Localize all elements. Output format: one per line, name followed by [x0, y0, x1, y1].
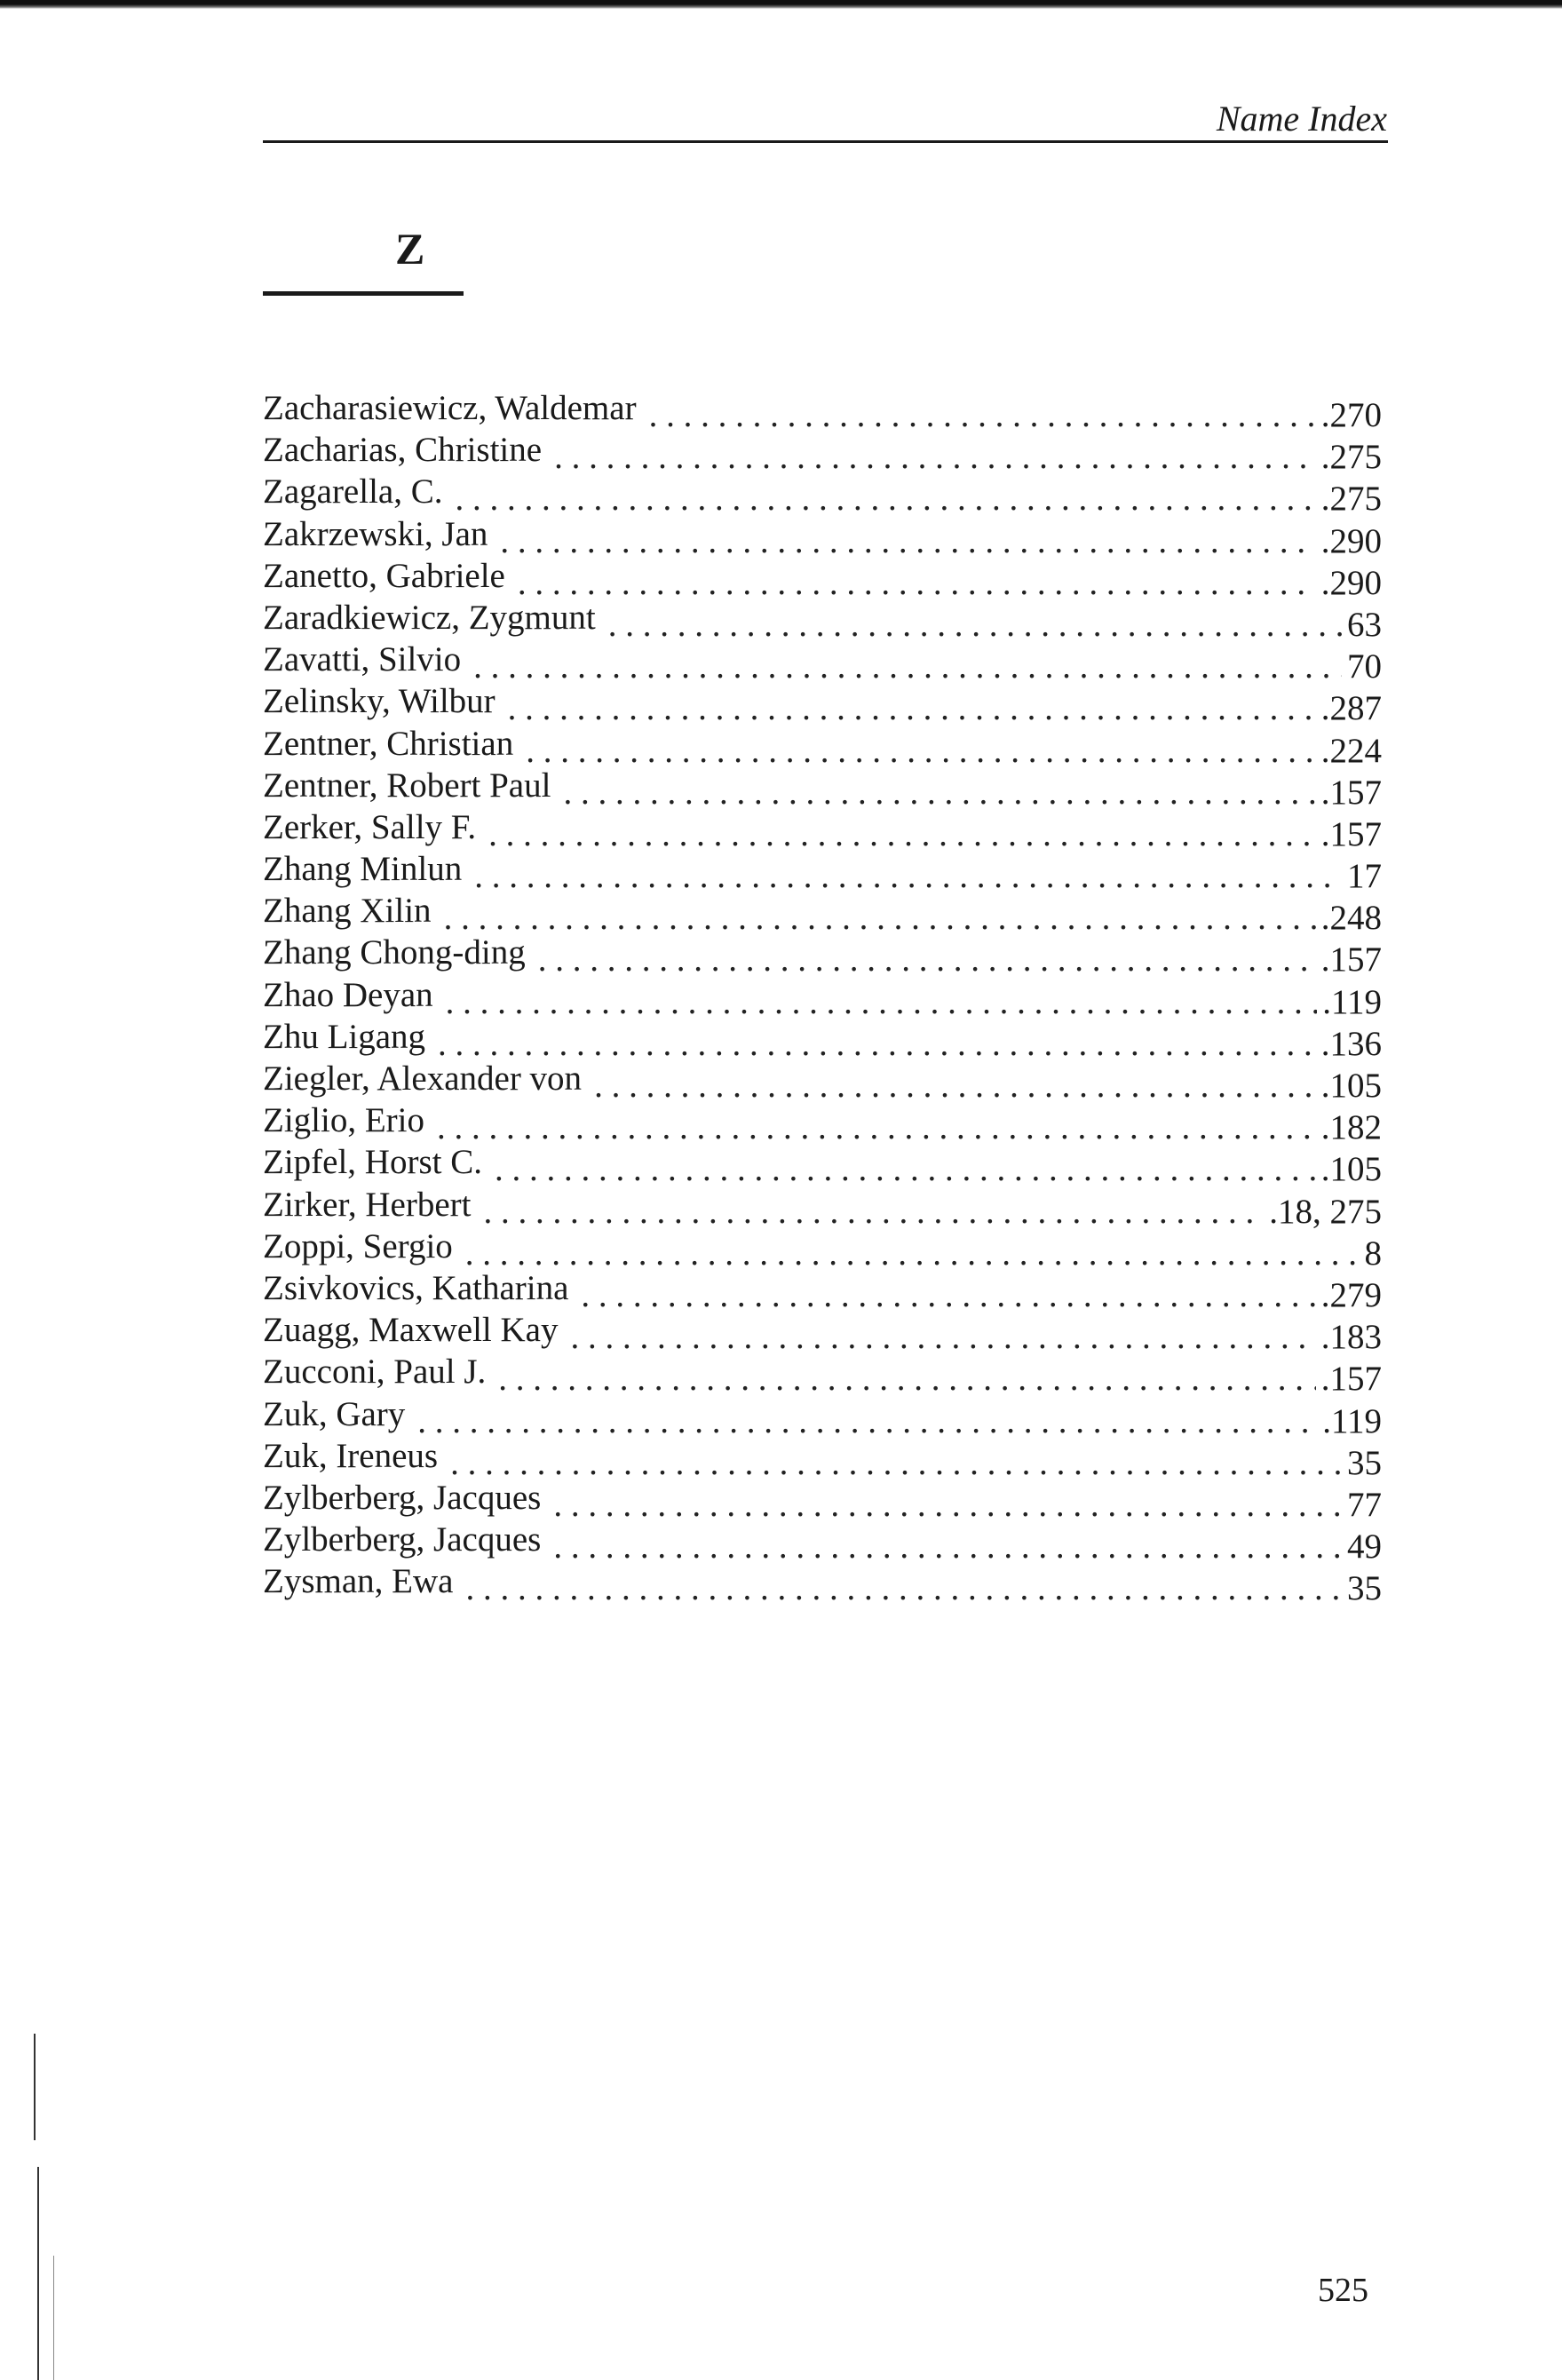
dot-leader: [500, 520, 1315, 562]
section-rule: [263, 291, 464, 296]
entry-name: Zucconi, Paul J.: [263, 1353, 487, 1392]
entry-pages: 35: [1347, 1569, 1382, 1608]
dot-leader: [444, 897, 1316, 939]
entry-pages: .157: [1320, 773, 1382, 812]
dot-leader: [553, 1526, 1342, 1567]
entry-name: Zhang Chong-ding: [263, 933, 526, 972]
dot-leader: [571, 1316, 1316, 1358]
entry-pages: .157: [1320, 940, 1382, 980]
index-entry: [263, 1184, 1382, 1231]
entry-name: Zhao Deyan: [263, 975, 433, 1014]
entry-name: Ziegler, Alexander von: [263, 1059, 583, 1098]
index-entry: [263, 639, 1382, 686]
entry-name: Zhu Ligang: [263, 1017, 426, 1056]
entry-name: Zylberberg, Jacques: [263, 1520, 542, 1559]
index-entry: [263, 765, 1382, 812]
entry-pages: 49: [1347, 1527, 1382, 1567]
index-entry: [263, 1560, 1382, 1608]
scan-margin-mark: [37, 2167, 39, 2380]
dot-leader: [473, 646, 1342, 687]
entry-pages: .270: [1320, 396, 1382, 434]
dot-leader: [649, 394, 1316, 436]
dot-leader: [554, 436, 1316, 478]
entry-pages: 35: [1347, 1443, 1382, 1482]
dot-leader: [465, 1567, 1342, 1609]
entry-pages: 17: [1347, 857, 1382, 896]
entry-pages: 70: [1347, 647, 1382, 686]
entry-pages: .119: [1322, 982, 1382, 1021]
entry-name: Zsivkovics, Katharina: [263, 1268, 569, 1307]
dot-leader: [526, 730, 1316, 772]
entry-name: Zysman, Ewa: [263, 1562, 454, 1601]
page-number: 525: [1318, 2272, 1368, 2309]
dot-leader: [581, 1274, 1315, 1316]
entry-name: Zelinsky, Wilbur: [263, 682, 496, 721]
entry-name: Zavatti, Silvio: [263, 640, 462, 679]
dot-leader: [474, 855, 1342, 897]
dot-leader: [417, 1400, 1317, 1442]
index-entry: [263, 848, 1382, 896]
entry-pages: .290: [1320, 521, 1382, 560]
entry-name: Zentner, Christian: [263, 724, 514, 763]
section-letter: Z: [395, 224, 425, 274]
entry-pages: .224: [1320, 731, 1382, 770]
entry-pages: .182: [1320, 1108, 1382, 1147]
entry-name: Zuk, Ireneus: [263, 1436, 439, 1475]
dot-leader: [495, 1148, 1316, 1190]
entry-pages: .183: [1320, 1318, 1382, 1357]
dot-leader: [438, 1023, 1316, 1065]
header-rule: [263, 140, 1388, 143]
index-entry: [263, 1351, 1382, 1399]
index-entry: [263, 723, 1382, 770]
dot-leader: [594, 1065, 1316, 1107]
entry-name: Zakrzewski, Jan: [263, 514, 488, 553]
entry-pages: 63: [1347, 605, 1382, 644]
index-entry: [263, 1519, 1382, 1567]
dot-leader: [437, 1107, 1316, 1148]
dot-leader: [608, 604, 1342, 646]
entry-pages: 8: [1364, 1234, 1382, 1273]
index-entry: [263, 1477, 1382, 1524]
index-entry: [263, 932, 1382, 980]
index-entry: [263, 1393, 1382, 1440]
scan-margin-mark: [34, 2034, 36, 2140]
index-entry: [263, 1099, 1382, 1147]
entry-name: Zuagg, Maxwell Kay: [263, 1311, 559, 1350]
index-entry: [263, 1226, 1382, 1273]
dot-leader: [455, 478, 1315, 520]
entry-name: Zhang Xilin: [263, 892, 432, 931]
entry-pages: .290: [1320, 563, 1382, 602]
index-entry: [263, 1016, 1382, 1063]
entry-name: Zagarella, C.: [263, 472, 443, 512]
entry-name: Zerker, Sally F.: [263, 807, 477, 846]
entry-pages: .157: [1320, 1360, 1382, 1399]
index-entry: [263, 387, 1382, 434]
dot-leader: [488, 813, 1316, 855]
index-entry: [263, 429, 1382, 477]
entry-pages: .157: [1320, 814, 1382, 853]
entry-pages: 77: [1347, 1485, 1382, 1524]
scan-margin-mark: [53, 2256, 54, 2380]
entry-pages: .287: [1320, 689, 1382, 728]
name-index-list: [263, 387, 1382, 1608]
entry-name: Zacharias, Christine: [263, 431, 543, 470]
dot-leader: [563, 772, 1315, 813]
entry-pages: .18, 275: [1269, 1192, 1382, 1231]
index-entry: [263, 513, 1382, 560]
dot-leader: [483, 1191, 1264, 1233]
entry-name: Ziglio, Erio: [263, 1101, 424, 1140]
entry-pages: .275: [1320, 480, 1382, 519]
dot-leader: [538, 939, 1316, 980]
dot-leader: [498, 1358, 1315, 1400]
entry-name: Zhang Minlun: [263, 850, 463, 889]
index-entry: [263, 555, 1382, 602]
dot-leader: [465, 1233, 1360, 1274]
entry-pages: .136: [1320, 1024, 1382, 1063]
scan-top-edge: [0, 0, 1562, 9]
dot-leader: [508, 687, 1316, 729]
dot-leader: [450, 1442, 1342, 1484]
entry-name: Zipfel, Horst C.: [263, 1143, 482, 1182]
index-entry: [263, 890, 1382, 938]
index-entry: [263, 974, 1382, 1021]
index-entry: [263, 680, 1382, 728]
entry-name: Zanetto, Gabriele: [263, 556, 505, 595]
running-header-title: Name Index: [1216, 99, 1387, 139]
entry-pages: .279: [1320, 1275, 1382, 1314]
entry-name: Zylberberg, Jacques: [263, 1478, 542, 1517]
index-entry: [263, 597, 1382, 644]
dot-leader: [518, 562, 1316, 604]
index-entry: [263, 1267, 1382, 1314]
entry-pages: .105: [1320, 1150, 1382, 1189]
entry-pages: .275: [1320, 438, 1382, 477]
entry-name: Zuk, Gary: [263, 1394, 406, 1433]
index-entry: [263, 1141, 1382, 1189]
entry-pages: .248: [1320, 899, 1382, 938]
entry-pages: .119: [1322, 1401, 1382, 1440]
dot-leader: [553, 1484, 1342, 1526]
entry-name: Zirker, Herbert: [263, 1185, 472, 1224]
dot-leader: [446, 981, 1318, 1023]
index-entry: [263, 1309, 1382, 1357]
index-entry: [263, 471, 1382, 519]
entry-name: Zacharasiewicz, Waldemar: [263, 389, 637, 427]
entry-name: Zaradkiewicz, Zygmunt: [263, 598, 596, 637]
index-entry: [263, 806, 1382, 853]
entry-name: Zentner, Robert Paul: [263, 766, 551, 805]
entry-pages: .105: [1320, 1067, 1382, 1105]
index-entry: [263, 1058, 1382, 1105]
entry-name: Zoppi, Sergio: [263, 1226, 453, 1265]
